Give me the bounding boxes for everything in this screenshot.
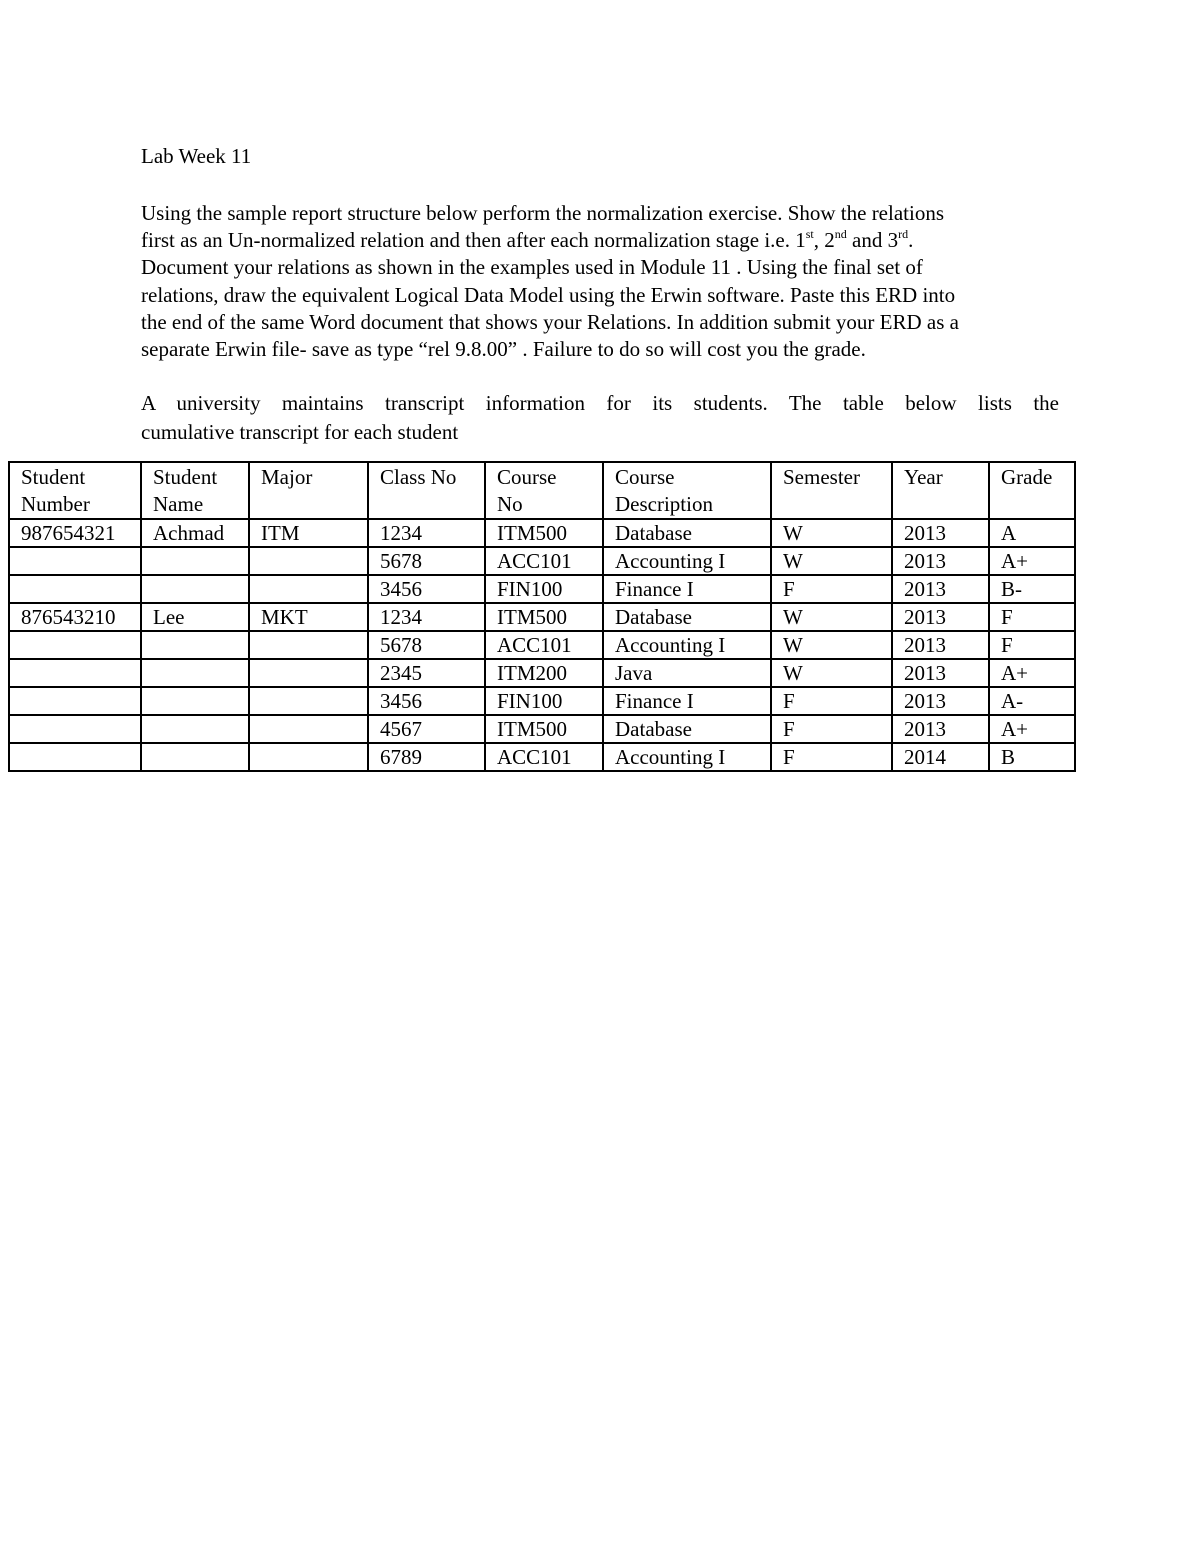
cell-course-no: ITM500 [485,715,603,743]
header-line: Year [904,465,943,489]
cell-class-no: 4567 [368,715,485,743]
cell-grade: A+ [989,547,1075,575]
table-row [9,519,1075,547]
table-row [9,575,1075,603]
description-paragraph [141,389,1061,447]
header-line: Description [615,492,713,516]
cell-semester: F [771,575,892,603]
cell-student-number: 876543210 [9,603,141,631]
cell-course-description: Finance I [603,687,771,715]
cell-grade: A [989,519,1075,547]
cell-year: 2013 [892,547,989,575]
cell-student-name [141,743,249,771]
cell-course-no: FIN100 [485,575,603,603]
header-class-no [368,462,485,519]
cell-student-number [9,547,141,575]
header-line: Name [153,492,204,516]
cell-student-number [9,631,141,659]
cell-course-no: ACC101 [485,743,603,771]
cell-major [249,743,368,771]
cell-major [249,659,368,687]
cell-major [249,715,368,743]
cell-student-name: Achmad [141,519,249,547]
ordinal-superscript: st [805,227,814,242]
cell-grade: A- [989,687,1075,715]
cell-year: 2013 [892,603,989,631]
cell-student-name [141,687,249,715]
cell-course-description: Database [603,715,771,743]
instructions-text: and 3 [846,228,899,253]
cell-year: 2014 [892,743,989,771]
cell-semester: W [771,631,892,659]
cell-course-no: ACC101 [485,631,603,659]
header-line: Number [21,492,90,516]
table-row [9,547,1075,575]
cell-major: MKT [249,603,368,631]
cell-course-description: Java [603,659,771,687]
instructions-line: Using the sample report structure below perform the normalization exercise. Show the relations [141,201,945,225]
cell-student-name [141,631,249,659]
header-line: Course [615,465,675,489]
cell-major [249,631,368,659]
cell-student-name: Lee [141,603,249,631]
cell-year: 2013 [892,715,989,743]
instructions-line: separate Erwin file- save as type “rel 9.8.00” . Failure to do so will cost you the grade. [141,337,866,362]
cell-student-name [141,715,249,743]
cell-course-no: ITM200 [485,659,603,687]
header-line: Class No [380,465,457,489]
instructions-text: , 2 [813,228,835,253]
cell-course-no: ITM500 [485,519,603,547]
cell-grade: F [989,603,1075,631]
cell-semester: F [771,687,892,715]
cell-course-description: Database [603,603,771,631]
cell-year: 2013 [892,659,989,687]
header-course-no [485,462,603,519]
cell-major: ITM [249,519,368,547]
header-line: Grade [1001,465,1053,489]
header-semester [771,462,892,519]
description-line: cumulative transcript for each student [141,420,459,444]
cell-grade: A+ [989,715,1075,743]
cell-semester: W [771,659,892,687]
cell-class-no: 1234 [368,603,485,631]
cell-course-description: Database [603,519,771,547]
ordinal-superscript: rd [898,227,909,242]
cell-student-number [9,743,141,771]
header-line: Major [261,465,313,489]
header-line: Student [21,465,86,489]
instructions-text: first as an Un-normalized relation and then after each normalization stage i.e. 1 [141,228,806,253]
cell-student-number [9,715,141,743]
cell-grade: F [989,631,1075,659]
header-grade [989,462,1075,519]
cell-semester: F [771,715,892,743]
header-course-description [603,462,771,519]
transcript-table [8,461,1076,772]
cell-student-name [141,575,249,603]
cell-class-no: 3456 [368,575,485,603]
header-student-number [9,462,141,519]
cell-year: 2013 [892,575,989,603]
cell-class-no: 1234 [368,519,485,547]
instructions-text: . [908,228,914,253]
cell-major [249,687,368,715]
header-student-name [141,462,249,519]
ordinal-superscript: nd [834,227,847,242]
table-row [9,743,1075,771]
cell-semester: F [771,743,892,771]
cell-major [249,575,368,603]
cell-student-name [141,659,249,687]
header-line: Course [497,465,557,489]
instructions-line: Document your relations as shown in the examples used in Module 11 . Using the final set of [141,255,923,280]
cell-course-description: Accounting I [603,743,771,771]
cell-year: 2013 [892,631,989,659]
cell-class-no: 5678 [368,547,485,575]
instructions-line-ordinals [141,227,1061,254]
cell-student-number [9,687,141,715]
cell-class-no: 3456 [368,687,485,715]
cell-course-description: Accounting I [603,547,771,575]
table-row [9,715,1075,743]
header-line: Semester [783,465,860,489]
instructions-line: relations, draw the equivalent Logical Data Model using the Erwin software. Paste this ERD into [141,282,956,307]
table-header-row [9,462,1075,519]
cell-student-name [141,547,249,575]
header-line: Student [153,465,218,489]
document-title: Lab Week 11 [141,144,252,168]
cell-major [249,547,368,575]
cell-semester: W [771,603,892,631]
table-row [9,659,1075,687]
table-row [9,631,1075,659]
cell-course-no: FIN100 [485,687,603,715]
cell-student-number [9,659,141,687]
cell-course-description: Finance I [603,575,771,603]
description-line: A university maintains transcript information for its students. The table below lists the [141,391,1059,415]
cell-student-number: 987654321 [9,519,141,547]
instructions-paragraph [141,200,1061,363]
cell-year: 2013 [892,687,989,715]
cell-course-description: Accounting I [603,631,771,659]
table-row [9,687,1075,715]
cell-year: 2013 [892,519,989,547]
instructions-line: the end of the same Word document that shows your Relations. In addition submit your ERD as a [141,309,959,334]
cell-grade: B [989,743,1075,771]
cell-student-number [9,575,141,603]
cell-grade: B- [989,575,1075,603]
cell-class-no: 6789 [368,743,485,771]
cell-semester: W [771,547,892,575]
cell-semester: W [771,519,892,547]
cell-course-no: ACC101 [485,547,603,575]
table-row [9,603,1075,631]
header-line: No [497,492,523,516]
cell-class-no: 2345 [368,659,485,687]
cell-course-no: ITM500 [485,603,603,631]
header-year [892,462,989,519]
header-major [249,462,368,519]
cell-class-no: 5678 [368,631,485,659]
cell-grade: A+ [989,659,1075,687]
